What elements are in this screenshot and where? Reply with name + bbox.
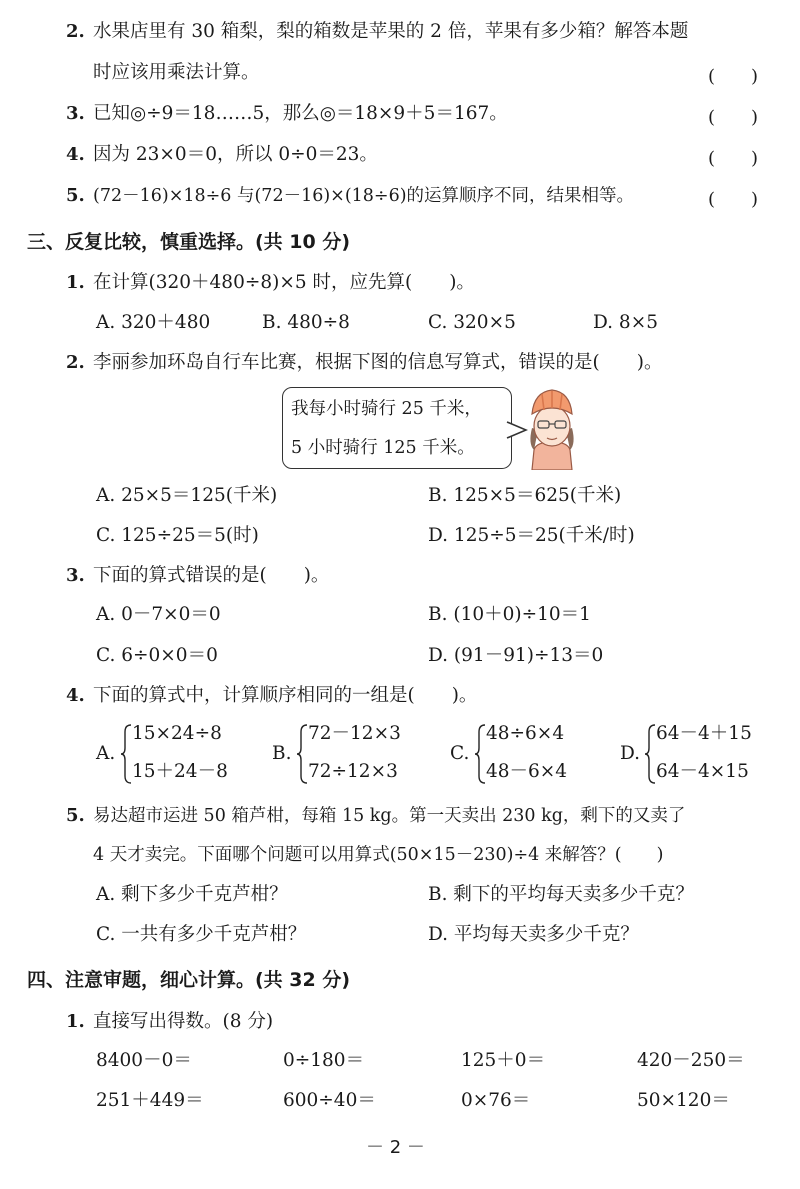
option-c[interactable]: C. 320×5 [428,312,516,333]
question-number: 5. [66,185,85,206]
question-text: (72－16)×18÷6 与(72－16)×(18÷6)的运算顺序不同，结果相等。 [93,186,635,206]
option-b[interactable]: B. 125×5＝625(千米) [428,485,622,506]
question-text: 李丽参加环岛自行车比赛，根据下图的信息写算式，错误的是( )。 [93,352,663,373]
option-d[interactable]: D. 平均每天卖多少千克？ [428,924,639,945]
question-number: 2. [66,352,85,373]
question-text: 时应该用乘法计算。 [93,62,260,83]
expression-top: 64－4＋15 [656,723,752,744]
calc-item[interactable]: 50×120＝ [637,1090,730,1111]
calc-item[interactable]: 125＋0＝ [461,1050,546,1071]
expression-top: 72－12×3 [308,723,401,744]
bubble-text: 我每小时骑行 25 千米， [291,399,482,419]
question-number: 2. [66,21,85,42]
question-text: 直接写出得数。(8 分) [93,1011,274,1032]
option-a[interactable]: A. 剩下多少千克芦柑？ [96,884,288,905]
expression-bottom: 64－4×15 [656,761,749,782]
question-text: 水果店里有 30 箱梨，梨的箱数是苹果的 2 倍，苹果有多少箱？解答本题 [93,21,689,42]
option-d[interactable]: D. 125÷5＝25(千米/时) [428,525,635,546]
girl-cyclist-icon [522,384,582,470]
calc-item[interactable]: 420－250＝ [637,1050,745,1071]
question-number: 3. [66,103,85,124]
calc-item[interactable]: 251＋449＝ [96,1090,204,1111]
option-label: D. [620,743,641,764]
option-b[interactable]: B. 480÷8 [262,312,350,333]
calc-item[interactable]: 600÷40＝ [283,1090,376,1111]
option-a[interactable] [96,722,256,786]
brace-icon [474,724,486,784]
question-text: 4 天才卖完。下面哪个问题可以用算式(50×15－230)÷4 来解答？( ) [93,845,664,865]
option-label: C. [450,743,470,764]
brace-icon [120,724,132,784]
option-d[interactable]: D. (91－91)÷13＝0 [428,645,604,666]
expression-bottom: 72÷12×3 [308,761,398,782]
question-number: 1. [66,272,85,293]
answer-paren[interactable]: ( ) [708,148,759,169]
option-d[interactable] [620,722,790,786]
answer-paren[interactable]: ( ) [708,189,759,210]
question-number: 4. [66,685,85,706]
option-a[interactable]: A. 320＋480 [96,312,211,333]
question-number: 5. [66,805,85,826]
option-label: A. [96,743,116,764]
question-number: 3. [66,565,85,586]
question-text: 下面的算式错误的是( )。 [93,565,330,586]
expression-top: 48÷6×4 [486,723,565,744]
section-title: 四、注意审题，细心计算。(共 32 分) [27,969,351,991]
option-b[interactable]: B. 剩下的平均每天卖多少千克？ [428,884,694,905]
option-b[interactable] [272,722,432,786]
option-d[interactable]: D. 8×5 [593,312,658,333]
option-c[interactable]: C. 125÷25＝5(时) [96,525,259,546]
expression-top: 15×24÷8 [132,723,222,744]
question-text: 已知◎÷9＝18……5，那么◎＝18×9＋5＝167。 [93,103,508,124]
option-a[interactable]: A. 25×5＝125(千米) [96,485,278,506]
expression-bottom: 48－6×4 [486,761,568,782]
question-text: 在计算(320＋480÷8)×5 时，应先算( )。 [93,272,475,293]
option-label: B. [272,743,292,764]
option-c[interactable]: C. 6÷0×0＝0 [96,645,218,666]
brace-icon [296,724,308,784]
bubble-text: 5 小时骑行 125 千米。 [291,438,475,458]
section-title: 三、反复比较，慎重选择。(共 10 分) [27,231,351,253]
calc-item[interactable]: 0×76＝ [461,1090,531,1111]
answer-paren[interactable]: ( ) [708,107,759,128]
option-c[interactable] [450,722,610,786]
brace-icon [644,724,656,784]
calc-item[interactable]: 8400－0＝ [96,1050,192,1071]
expression-bottom: 15＋24－8 [132,761,228,782]
question-text: 因为 23×0＝0，所以 0÷0＝23。 [93,144,378,165]
page-number: － 2 － [366,1137,425,1158]
option-b[interactable]: B. (10＋0)÷10＝1 [428,604,591,625]
question-number: 4. [66,144,85,165]
option-c[interactable]: C. 一共有多少千克芦柑？ [96,924,307,945]
question-number: 1. [66,1011,85,1032]
calc-item[interactable]: 0÷180＝ [283,1050,365,1071]
question-text: 易达超市运进 50 箱芦柑，每箱 15 kg。第一天卖出 230 kg，剩下的又卖了 [93,806,686,826]
question-text: 下面的算式中，计算顺序相同的一组是( )。 [93,685,478,706]
answer-paren[interactable]: ( ) [708,66,759,87]
option-a[interactable]: A. 0－7×0＝0 [96,604,221,625]
